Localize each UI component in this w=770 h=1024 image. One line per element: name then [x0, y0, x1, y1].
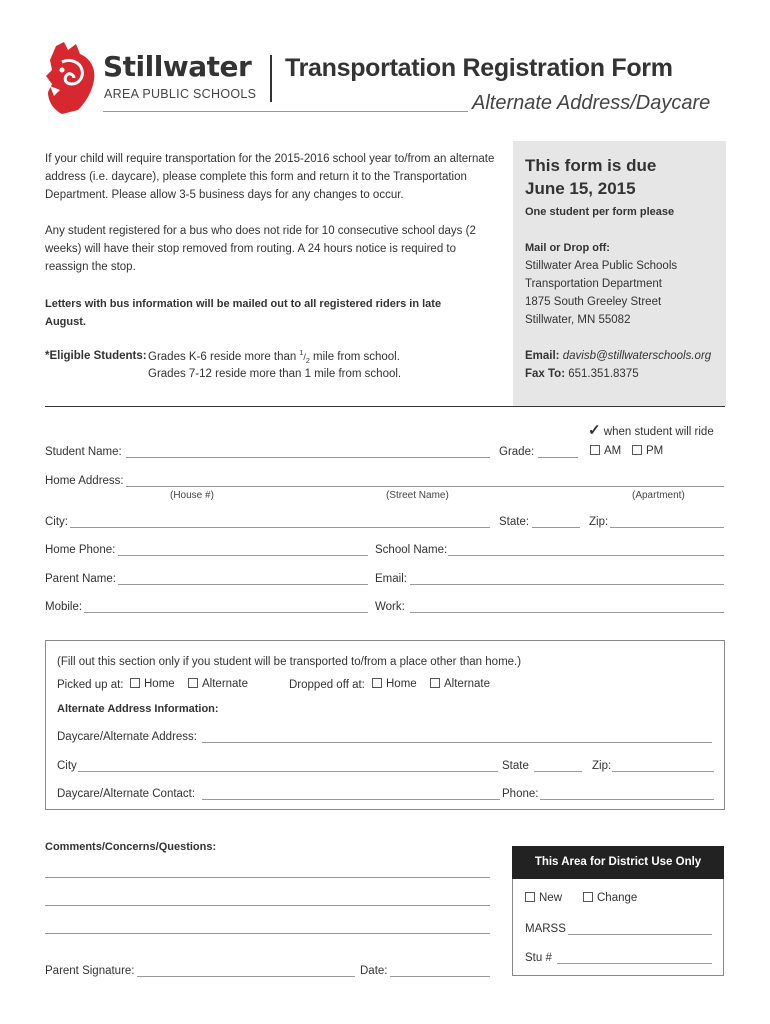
- email-field-label: Email:: [375, 573, 407, 585]
- home-address-label: Home Address:: [45, 475, 124, 487]
- pm-checkbox[interactable]: [632, 445, 663, 457]
- dropped-off-home-box[interactable]: [372, 678, 382, 688]
- picked-up-alternate-checkbox[interactable]: [188, 678, 248, 690]
- fax-label: Fax To:: [525, 368, 566, 380]
- daycare-contact-field[interactable]: [202, 799, 500, 800]
- work-label: Work:: [375, 601, 405, 613]
- eligible-line-2: Grades 7-12 reside more than 1 mile from school.: [148, 368, 402, 380]
- district-subtitle: AREA PUBLIC SCHOOLS: [104, 87, 257, 101]
- picked-up-home-box[interactable]: [130, 678, 140, 688]
- street-name-hint: (Street Name): [386, 490, 449, 501]
- dropped-off-alternate-box[interactable]: [430, 678, 440, 688]
- change-checkbox[interactable]: [583, 892, 637, 904]
- address-line-4: Stillwater, MN 55082: [525, 314, 631, 326]
- city-label: City:: [45, 516, 68, 528]
- eligible-label: *Eligible Students:: [45, 350, 147, 362]
- picked-up-home-label: Home: [144, 678, 175, 690]
- work-field[interactable]: [410, 612, 724, 613]
- am-checkbox[interactable]: [590, 445, 621, 457]
- dropped-off-alternate-checkbox[interactable]: [430, 678, 490, 690]
- eligible-line-1: Grades K-6 reside more than $^1/_2$ mile from school.: [148, 350, 400, 366]
- alt-phone-label: Phone:: [502, 788, 539, 800]
- intro-paragraph-1: If your child will require transportation for the 2015-2016 school year to/from an alternate address (i.e. daycare), please complete this form and return it to the Transportation Department. Please allow 3-5 business days for any changes to occur.: [45, 153, 495, 201]
- comments-heading: Comments/Concerns/Questions:: [45, 841, 217, 853]
- mobile-label: Mobile:: [45, 601, 83, 613]
- due-line-1: This form is due: [525, 156, 657, 175]
- header-underline: [103, 111, 468, 112]
- address-line-1: Stillwater Area Public Schools: [525, 260, 678, 272]
- picked-up-alternate-label: Alternate: [202, 678, 249, 690]
- apartment-hint: (Apartment): [632, 490, 685, 501]
- parent-signature-label: Parent Signature:: [45, 965, 135, 977]
- pm-checkbox-box[interactable]: [632, 445, 642, 455]
- address-line-3: 1875 South Greeley Street: [525, 296, 662, 308]
- parent-name-field[interactable]: [118, 584, 368, 585]
- student-name-field[interactable]: [126, 457, 490, 458]
- alternate-note: (Fill out this section only if you student will be transported to/from a place other than home.): [57, 656, 522, 668]
- alt-state-field[interactable]: [534, 771, 582, 772]
- home-phone-label: Home Phone:: [45, 544, 116, 556]
- mustang-logo-icon: [42, 40, 98, 116]
- checkmark-icon: ✓: [588, 422, 601, 439]
- date-field[interactable]: [390, 976, 490, 977]
- fax-value: 651.351.8375: [568, 368, 639, 380]
- eligible-line-1-pre: Grades K-6 reside more than: [148, 350, 300, 363]
- grade-label: Grade:: [499, 446, 535, 458]
- alt-city-label: City: [57, 760, 77, 772]
- alt-phone-field[interactable]: [540, 799, 714, 800]
- section-divider: [45, 406, 725, 407]
- date-label: Date:: [360, 965, 388, 977]
- mobile-field[interactable]: [84, 612, 368, 613]
- pm-label: PM: [646, 445, 664, 457]
- change-checkbox-box[interactable]: [583, 892, 593, 902]
- daycare-contact-label: Daycare/Alternate Contact:: [57, 788, 196, 800]
- district-name: Stillwater: [103, 50, 252, 83]
- ride-hint-text: when student will ride: [603, 426, 714, 438]
- marss-field[interactable]: [568, 934, 712, 935]
- stu-label: Stu #: [525, 952, 552, 964]
- school-name-field[interactable]: [448, 555, 724, 556]
- intro-paragraph-3: Letters with bus information will be mailed out to all registered riders in late August.: [45, 298, 442, 328]
- picked-up-alternate-box[interactable]: [188, 678, 198, 688]
- form-title: Transportation Registration Form: [285, 54, 673, 82]
- due-line-2: June 15, 2015: [525, 179, 636, 198]
- comments-line-3[interactable]: [45, 933, 490, 934]
- zip-field[interactable]: [610, 527, 724, 528]
- new-checkbox-box[interactable]: [525, 892, 535, 902]
- daycare-address-label: Daycare/Alternate Address:: [57, 731, 197, 743]
- grade-field[interactable]: [538, 457, 578, 458]
- eligible-line-1-post: mile from school.: [309, 350, 400, 363]
- intro-paragraph-2: Any student registered for a bus who does not ride for 10 consecutive school days (2 weeks) will have their stop removed from routing. A 24 hours notice is required to reassign the stop.: [45, 225, 476, 273]
- comments-line-2[interactable]: [45, 905, 490, 906]
- dropped-off-home-label: Home: [386, 678, 417, 690]
- picked-up-label: Picked up at:: [57, 679, 124, 691]
- school-name-label: School Name:: [375, 544, 448, 556]
- am-label: AM: [604, 445, 622, 457]
- daycare-address-field[interactable]: [202, 742, 712, 743]
- one-student-note: One student per form please: [525, 206, 675, 218]
- fraction-denominator: 2: [305, 358, 310, 366]
- alternate-info-heading: Alternate Address Information:: [57, 703, 219, 715]
- alt-zip-label: Zip:: [592, 760, 612, 772]
- district-use-heading: This Area for District Use Only: [512, 846, 724, 879]
- dropped-off-label: Dropped off at:: [289, 679, 365, 691]
- student-name-label: Student Name:: [45, 446, 122, 458]
- form-subtitle: Alternate Address/Daycare: [472, 92, 711, 114]
- email-line: [525, 350, 711, 362]
- picked-up-home-checkbox[interactable]: [130, 678, 175, 690]
- district-logo: [42, 40, 98, 116]
- parent-name-label: Parent Name:: [45, 573, 116, 585]
- alt-state-label: State: [502, 760, 529, 772]
- comments-line-1[interactable]: [45, 877, 490, 878]
- alt-city-field[interactable]: [78, 771, 498, 772]
- state-field[interactable]: [532, 527, 580, 528]
- dropped-off-alternate-label: Alternate: [444, 678, 491, 690]
- fax-line: [525, 368, 639, 380]
- parent-signature-field[interactable]: [137, 976, 355, 977]
- new-label: New: [539, 892, 563, 904]
- home-address-field[interactable]: [126, 486, 724, 487]
- city-field[interactable]: [70, 527, 490, 528]
- alt-zip-field[interactable]: [612, 771, 714, 772]
- fraction-numerator: 1: [299, 350, 304, 357]
- change-label: Change: [597, 892, 638, 904]
- state-label: State:: [499, 516, 530, 528]
- house-number-hint: (House #): [170, 490, 214, 501]
- zip-label: Zip:: [589, 516, 609, 528]
- email-label: Email:: [525, 350, 560, 362]
- home-phone-field[interactable]: [118, 555, 368, 556]
- ride-hint: [588, 421, 714, 439]
- dropped-off-home-checkbox[interactable]: [372, 678, 417, 690]
- mail-label: Mail or Drop off:: [525, 242, 610, 254]
- email-field[interactable]: [410, 584, 724, 585]
- email-link[interactable]: davisb@stillwaterschools.org: [562, 350, 712, 362]
- new-checkbox[interactable]: [525, 892, 562, 904]
- am-checkbox-box[interactable]: [590, 445, 600, 455]
- marss-label: MARSS: [525, 923, 566, 935]
- header-divider: [270, 55, 272, 102]
- address-line-2: Transportation Department: [525, 278, 663, 290]
- stu-field[interactable]: [557, 963, 712, 964]
